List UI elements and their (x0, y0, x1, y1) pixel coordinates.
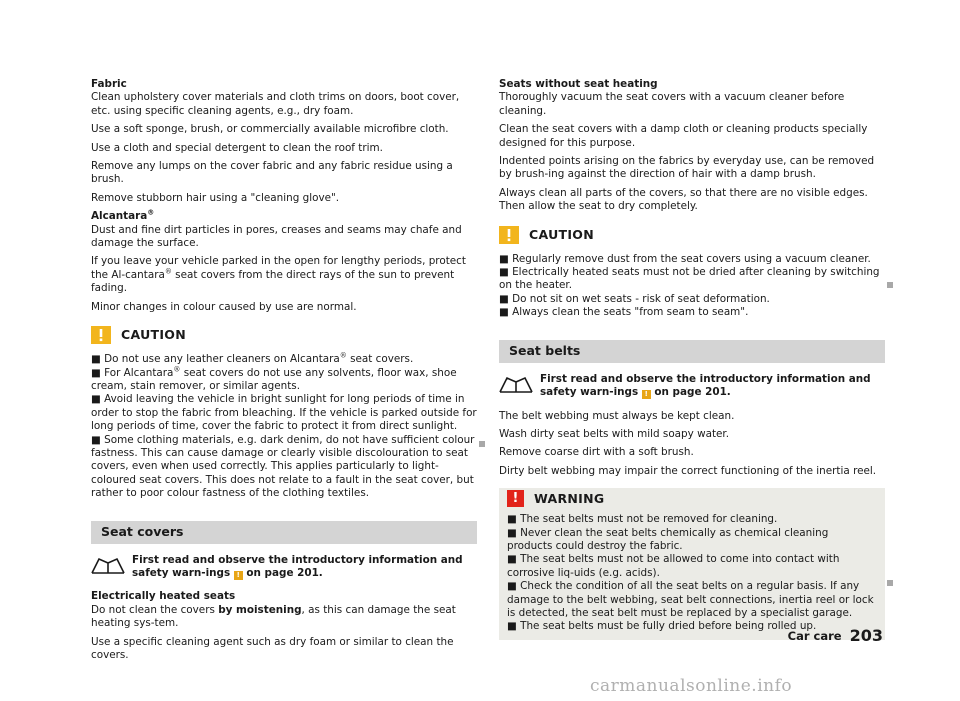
belt-paragraph: Wash dirty seat belts with mild soapy water. (499, 427, 730, 440)
intro-reference (499, 373, 885, 400)
fabric-paragraph: Clean upholstery cover materials and cloth trims on doors, boot cover, etc. using specific cleaning agents, e.g., dry foam. (91, 91, 460, 117)
section-end-marker (479, 441, 485, 447)
fabric-paragraph: Use a cloth and special detergent to clean the roof trim. (91, 141, 383, 154)
warning-ref-icon: ! (642, 390, 651, 399)
left-column (91, 78, 477, 667)
warning-title: WARNING (534, 490, 605, 506)
page-footer (788, 626, 883, 645)
warning-bullet: ■ The seat belts must not be allowed to come into contact with corrosive liq-uids (e.g. acids). (507, 553, 840, 579)
warning-bullet: ■ Never clean the seat belts chemically as chemical cleaning products could destroy the fabric. (507, 526, 829, 552)
caution-bullet: ■ Some clothing materials, e.g. dark denim, do not have sufficient colour fastness. This can cause damage or clearly visible discolouration to seat covers, even when used correctly. This applies particularly to light-coloured seat covers. This does not relate to a fault in the seat cover, but rather to poor colour fastness of the clothing textiles. (91, 433, 475, 500)
caution-bullet: ■ Electrically heated seats must not be dried after cleaning by switching on the heater. (499, 266, 880, 292)
caution-header (499, 226, 885, 244)
belt-paragraph: Remove coarse dirt with a soft brush. (499, 446, 694, 459)
heated-seats-section: Electrically heated seats Do not clean the covers by moistening, as this can damage the seat heating sys-tem. (91, 590, 477, 630)
right-column (499, 78, 885, 640)
page-number: 203 (849, 626, 883, 645)
open-book-icon (499, 376, 533, 394)
caution-bullet: ■ For Alcantara® seat covers do not use any solvents, floor wax, shoe cream, stain remover, or similar agents. (91, 365, 457, 392)
heated-seats-heading: Electrically heated seats (91, 590, 236, 603)
section-end-marker (887, 580, 893, 586)
no-heating-paragraph: Clean the seat covers with a damp cloth or cleaning products specially designed for this purpose. (499, 123, 868, 149)
registered-mark: ® (147, 208, 155, 217)
fabric-paragraph: Remove any lumps on the cover fabric and any fabric residue using a brush. (91, 160, 453, 186)
belt-paragraph: Dirty belt webbing may impair the correct functioning of the inertia reel. (499, 464, 877, 477)
caution-triangle-icon (91, 326, 111, 344)
no-heating-paragraph: Indented points arising on the fabrics by everyday use, can be removed by brush-ing against the direction of hair with a damp brush. (499, 155, 875, 181)
caution-bullet: ■ Do not sit on wet seats - risk of seat deformation. (499, 292, 770, 305)
no-heating-paragraph: Always clean all parts of the covers, so that there are no visible edges. Then allow the seat to dry completely. (499, 186, 868, 213)
heated-seats-paragraph: Use a specific cleaning agent such as dry foam or similar to clean the covers. (91, 635, 454, 661)
caution-bullet: ■ Do not use any leather cleaners on Alcantara® seat covers. (91, 351, 414, 366)
fabric-paragraph: Remove stubborn hair using a "cleaning glove". (91, 191, 340, 204)
caution-title: CAUTION (529, 226, 594, 242)
section-title-seat-belts: Seat belts (499, 340, 885, 363)
caution-triangle-icon (499, 226, 519, 244)
alcantara-paragraph: Minor changes in colour caused by use are normal. (91, 300, 357, 313)
intro-reference-text: First read and observe the introductory information and safety warn-ings ! on page 201. (540, 372, 871, 399)
warning-bullet: ■ Check the condition of all the seat belts on a regular basis. If any damage to the belt webbing, seat belt connections, inertia reel or lock is detected, the seat belt must be replaced by a specialist garage. (507, 580, 874, 619)
alcantara-paragraph: Dust and fine dirt particles in pores, creases and seams may chafe and damage the surface. (91, 223, 462, 250)
caution-bullet: ■ Avoid leaving the vehicle in bright sunlight for long periods of time in order to stop the fabric from bleaching. If the vehicle is parked outside for long periods of time, cover the fabric to protect it from direct sunlight. (91, 393, 477, 433)
fabric-heading: Fabric (91, 78, 127, 90)
caution-bullet: ■ Always clean the seats "from seam to seam". (499, 306, 749, 319)
section-end-marker (887, 282, 893, 288)
caution-header (91, 326, 477, 344)
footer-section-name: Car care (787, 628, 842, 643)
fabric-section (91, 78, 477, 118)
alcantara-paragraph: If you leave your vehicle parked in the open for lengthy periods, protect the Al-cantara® seat covers from the direct rays of the sun to prevent fading. (91, 255, 466, 295)
no-heating-heading: Seats without seat heating (499, 78, 658, 90)
open-book-icon (91, 557, 125, 575)
intro-reference-text: First read and observe the introductory information and safety warn-ings ! on page 201. (132, 553, 463, 579)
alcantara-section (91, 210, 477, 250)
caution-title: CAUTION (121, 327, 186, 343)
no-heating-section: Seats without seat heating Thoroughly vacuum the seat covers with a vacuum cleaner before cleaning. (499, 78, 885, 118)
alcantara-heading: Alcantara® (91, 208, 155, 223)
warning-box (499, 488, 885, 640)
warning-header (507, 490, 875, 507)
watermark: carmanualsonline.info (590, 676, 793, 696)
intro-reference (91, 554, 477, 581)
warning-ref-icon: ! (234, 571, 243, 580)
registered-mark: ® (164, 267, 172, 276)
section-title-seat-covers: Seat covers (91, 521, 477, 544)
fabric-paragraph: Use a soft sponge, brush, or commercially available microfibre cloth. (91, 123, 449, 136)
belt-paragraph: The belt webbing must always be kept clean. (499, 409, 735, 422)
warning-bullet: ■ The seat belts must be fully dried before being rolled up. (507, 620, 817, 633)
warning-bullet: ■ The seat belts must not be removed for cleaning. (507, 513, 778, 526)
warning-exclamation-icon: ! (507, 490, 524, 507)
caution-bullet: ■ Regularly remove dust from the seat covers using a vacuum cleaner. (499, 252, 871, 265)
